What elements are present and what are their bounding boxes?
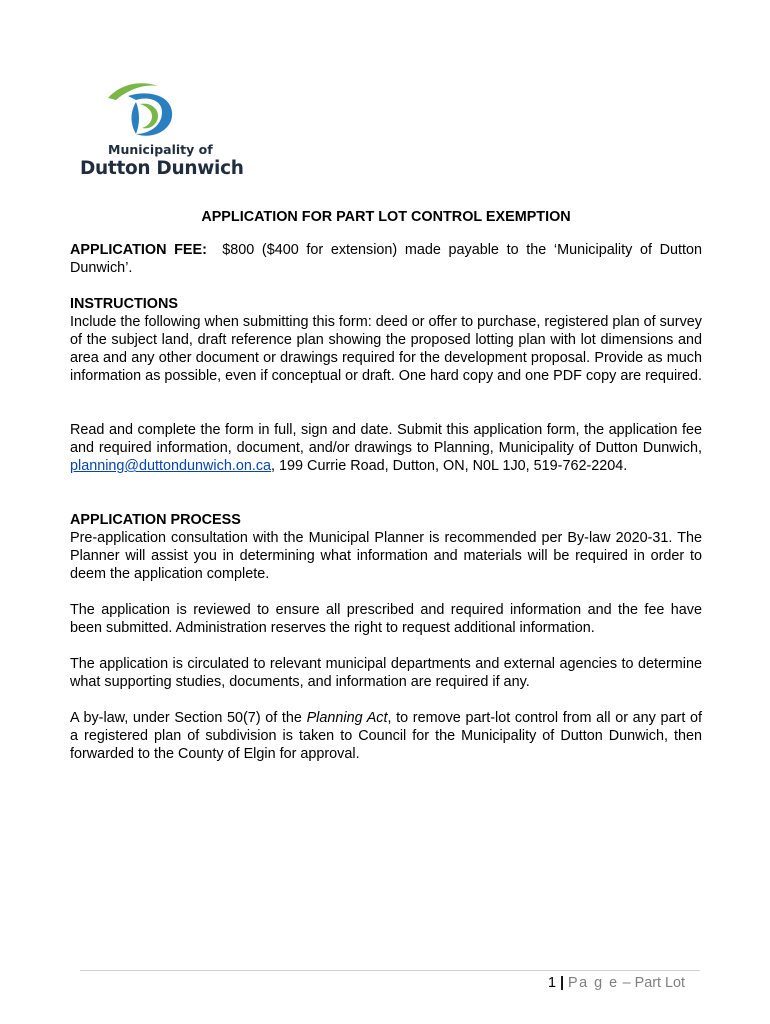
application-fee-paragraph xyxy=(70,241,702,277)
instructions-heading: INSTRUCTIONS xyxy=(70,296,178,312)
logo-line-1: Municipality of xyxy=(108,142,213,157)
process-heading: APPLICATION PROCESS xyxy=(70,512,241,528)
footer-document-title: – Part Lot xyxy=(622,975,685,991)
page-footer xyxy=(548,975,685,991)
instructions-paragraph-2 xyxy=(70,421,702,475)
bylaw-text-before: A by-law, under Section 50(7) of the xyxy=(70,710,307,726)
planning-act-title: Planning Act xyxy=(306,710,388,726)
footer-divider xyxy=(80,970,700,971)
process-paragraph-1: Pre-application consultation with the Municipal Planner is recommended per By-law 2020-31. The Planner will assist you in determining what information and materials will be required in order to deem the application complete. xyxy=(70,530,702,582)
process-paragraph-3: The application is circulated to relevant municipal departments and external agencies to determine what supporting studies, documents, and information are required if any. xyxy=(70,656,702,690)
fee-text: $800 ($400 for extension) made payable to the ‘Municipality of Dutton Dunwich’. xyxy=(70,242,703,276)
bylaw-text-after: , to remove part-lot control from all or any part of a registered plan of subdivision is taken to Council for the Municipality of Dutton Dunwich, then forwarded to the County of Elgin for approval. xyxy=(70,710,702,762)
submission-text: Read and complete the form in full, sign and date. Submit this application form, the application fee and required information, document, and/or drawings to Planning, Municipality of Dutton Dunwich, xyxy=(70,422,702,456)
logo-line-2: Dutton Dunwich xyxy=(80,158,244,179)
document-title: APPLICATION FOR PART LOT CONTROL EXEMPTION xyxy=(201,209,571,225)
process-paragraph-4 xyxy=(70,709,702,763)
fee-label: APPLICATION FEE: xyxy=(70,242,207,258)
instructions-section xyxy=(70,295,702,385)
application-process-section xyxy=(70,511,702,583)
planning-email-link[interactable]: planning@duttondunwich.on.ca xyxy=(70,458,272,474)
address-text: , 199 Currie Road, Dutton, ON, N0L 1J0, 519-762-2204. xyxy=(271,458,628,474)
municipality-logo xyxy=(80,78,244,179)
process-paragraph-2: The application is reviewed to ensure all prescribed and required information and the fee have been submitted. Administration reserves the right to request additional information. xyxy=(70,602,702,636)
footer-separator: | xyxy=(559,975,564,991)
instructions-paragraph-1: Include the following when submitting this form: deed or offer to purchase, registered plan of survey of the subject land, draft reference plan showing the proposed lotting plan with lot dimensions and area and any other document or drawings required for the development proposal. Provide as much information as possible, even if conceptual or draft. One hard copy and one PDF copy are required. xyxy=(70,314,702,384)
page-number: 1 xyxy=(547,975,556,991)
page-label: Pa g e xyxy=(567,975,619,991)
dutton-dunwich-emblem-icon xyxy=(106,78,178,140)
